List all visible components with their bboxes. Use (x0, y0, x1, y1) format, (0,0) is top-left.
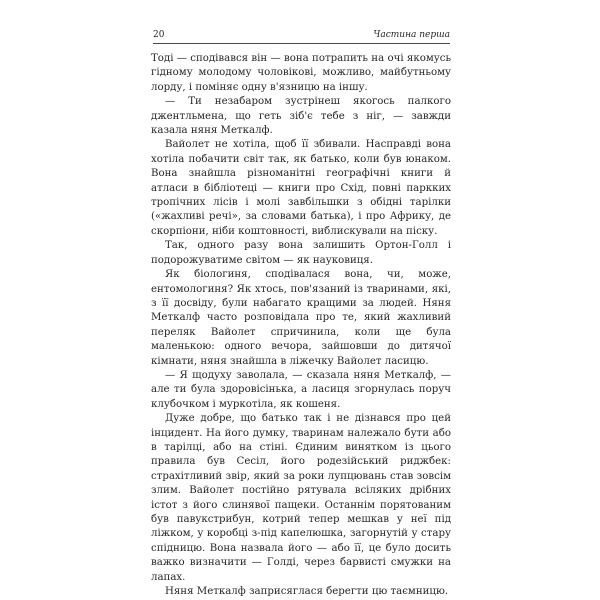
paragraph: Так, одного разу вона залишить Ортон-Голл і подорожуватиме світом — як науковиця. (151, 240, 451, 266)
paragraph: Няня Меткалф заприсяглася берегти цю таємницю. (165, 586, 449, 598)
paragraph: — Ти незабаром зустрінеш якогось палкого джентльмена, що геть зіб'є тебе з ніг, — завжди казала няня Меткалф. (151, 96, 451, 137)
paragraph: Дуже добре, що батько так і не дізнався про цей інцидент. На його думку, тваринам належало бути або в тарілці, або на стіні. Єдиним винятком із цього правила був Сесіл, його родезійський риджбек: страхітливий звір, який за роки лупцювань став зовсім злим. Вайолет постійно рятувала всіляких дрібних істот з його слинявої пащеки. Останнім порятованим був павукстрибун, котрий тепер мешкав у неї під ліжком, у коробці з-під капелюшка, загорнутій у стару спідницю. Вона назвала його — або її, це було досить важко визначити — Голді, через барвисті смужки на лапах. (151, 413, 451, 583)
page-number: 20 (153, 30, 165, 40)
running-header (153, 29, 450, 44)
body-text (151, 52, 451, 599)
paragraph: Як біологиня, сподівалася вона, чи, може, ентомологиня? Як хтось, пов'язаний із тваринами, які, з її досвіду, були набагато кращими за людей. Няня Меткалф часто розповідала про те, який жахливий переляк Вайолет спричинила, коли ще була маленькою: одного вечора, зайшовши до дитячої кімнати, няня знайшла в ліжечку Вайолет ласицю. (151, 269, 451, 367)
paragraph: Тоді — сподівався він — вона потрапить на очі якомусь гідному молодому чоловікові, можливо, майбутньому лорду, і поміняє одну в'язницю на іншу. (151, 53, 451, 93)
paragraph: Вайолет не хотіла, щоб її збивали. Насправді вона хотіла побачити світ так, як батько, коли був юнаком. Вона знайшла різноманітні географічні книги й атласи в бібліотеці — книги про Схід, повні паркких тропічних лісів і молі завбільшки з обідні тарілки («жахливі речі», за словами батька), і про Африку, де скорпіони, ніби коштовності, виблискували на піску. (151, 139, 451, 237)
section-title: Частина перша (373, 30, 450, 40)
paragraph: — Я щодуху заволала, — сказала няня Меткалф, — але ти була здоровісінька, а ласиця згорнулась поруч клубочком і муркотіла, як кошеня. (151, 369, 451, 410)
